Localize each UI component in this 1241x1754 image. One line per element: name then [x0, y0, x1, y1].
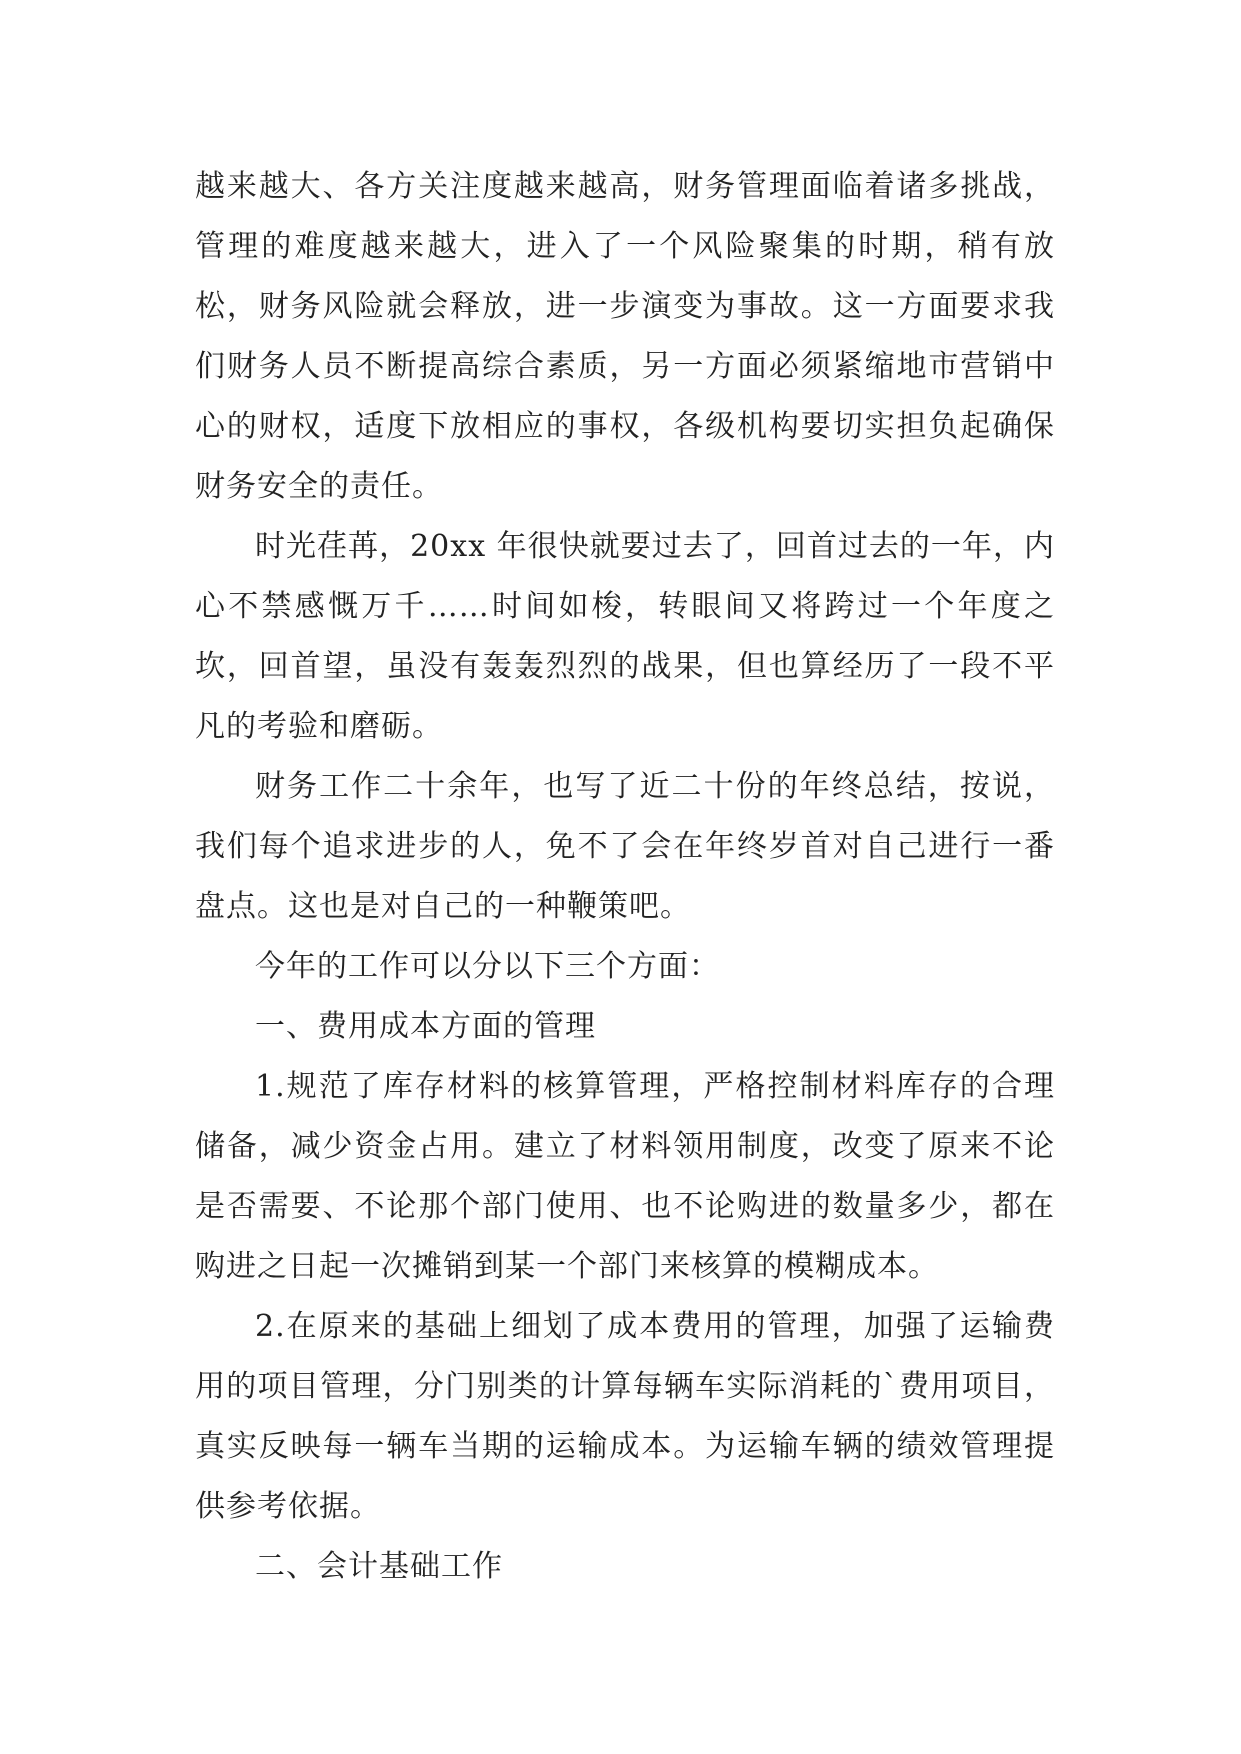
document-body	[195, 157, 1055, 1597]
paragraph-item-1: 1.规范了库存材料的核算管理，严格控制材料库存的合理储备，减少资金占用。建立了材料领用制度，改变了原来不论是否需要、不论那个部门使用、也不论购进的数量多少，都在购进之日起一次摊销到某一个部门来核算的模糊成本。	[195, 1069, 1055, 1284]
section-heading-cost-management: 一、费用成本方面的管理	[255, 1009, 596, 1044]
paragraph-item-2: 2.在原来的基础上细划了成本费用的管理，加强了运输费用的项目管理，分门别类的计算每辆车实际消耗的`费用项目，真实反映每一辆车当期的运输成本。为运输车辆的绩效管理提供参考依据。	[195, 1309, 1055, 1524]
section-heading-accounting-basics: 二、会计基础工作	[255, 1549, 503, 1584]
paragraph-continuation: 越来越大、各方关注度越来越高，财务管理面临着诸多挑战，管理的难度越来越大，进入了一个风险聚集的时期，稍有放松，财务风险就会释放，进一步演变为事故。这一方面要求我们财务人员不断提高综合素质，另一方面必须紧缩地市营销中心的财权，适度下放相应的事权，各级机构要切实担负起确保财务安全的责任。	[195, 169, 1055, 504]
paragraph-time-flies: 时光荏苒，20xx 年很快就要过去了，回首过去的一年，内心不禁感慨万千……时间如梭，转眼间又将跨过一个年度之坎，回首望，虽没有轰轰烈烈的战果，但也算经历了一段不平凡的考验和磨砺。	[195, 529, 1055, 744]
paragraph-three-aspects: 今年的工作可以分以下三个方面：	[255, 949, 720, 984]
paragraph-finance-career: 财务工作二十余年，也写了近二十份的年终总结，按说，我们每个追求进步的人，免不了会在年终岁首对自己进行一番盘点。这也是对自己的一种鞭策吧。	[195, 769, 1055, 924]
